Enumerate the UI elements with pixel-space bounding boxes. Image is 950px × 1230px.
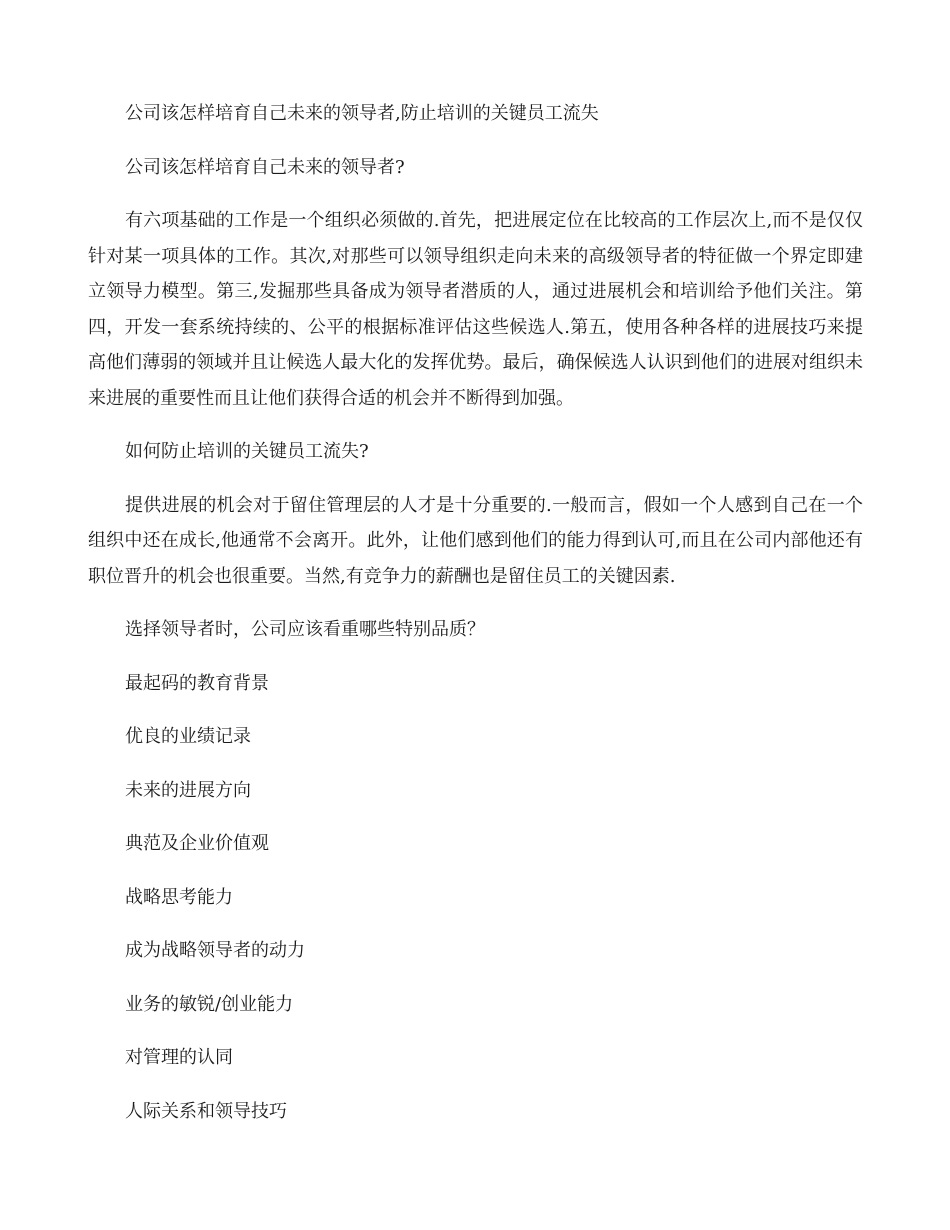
list-item: 最起码的教育背景	[125, 672, 269, 694]
list-item: 对管理的认同	[125, 1047, 233, 1068]
question-heading: 选择领导者时，公司应该看重哪些特别品质？	[125, 619, 485, 640]
document-body	[88, 96, 863, 1129]
body-paragraph: 有六项基础的工作是一个组织必须做的.首先，把进展定位在比较高的工作层次上,而不是仅仅针对某一项具体的工作。其次,对那些可以领导组织走向未来的高级领导者的特征做一个界定即建立领导力模型。第三,发掘那些具备成为领导者潜质的人，通过进展机会和培训给予他们关注。第四，开发一套系统持续的、公平的根据标准评估这些候选人.第五，使用各种各样的进展技巧来提高他们薄弱的领域并且让候选人最大化的发挥优势。最后，确保候选人认识到他们的进展对组织未来进展的重要性而且让他们获得合适的机会并不断得到加强。	[88, 210, 863, 409]
list-item: 未来的进展方向	[125, 779, 251, 801]
list-item: 业务的敏锐/创业能力	[125, 993, 294, 1015]
document-title: 公司该怎样培育自己未来的领导者,防止培训的关键员工流失	[125, 103, 599, 124]
list-item: 典范及企业价值观	[125, 833, 269, 854]
list-item: 人际关系和领导技巧	[125, 1100, 287, 1122]
body-paragraph: 提供进展的机会对于留住管理层的人才是十分重要的.一般而言，假如一个人感到自己在一个组织中还在成长,他通常不会离开。此外，让他们感到他们的能力得到认可,而且在公司内部他还有职位晋升的机会也很重要。当然,有竞争力的薪酬也是留住员工的关键因素.	[88, 494, 863, 587]
list-item: 优良的业绩记录	[125, 726, 251, 747]
question-heading: 如何防止培训的关键员工流失?	[125, 441, 369, 462]
list-item: 战略思考能力	[125, 886, 233, 908]
question-heading: 公司该怎样培育自己未来的领导者?	[125, 156, 405, 178]
list-item: 成为战略领导者的动力	[125, 940, 305, 961]
